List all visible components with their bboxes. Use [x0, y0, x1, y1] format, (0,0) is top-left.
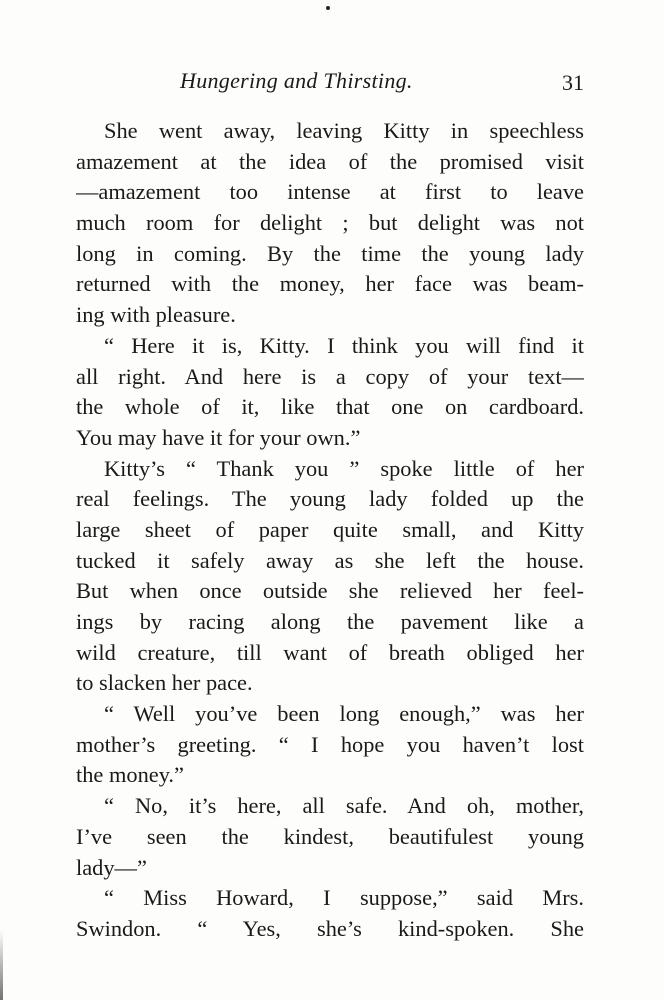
text-line: But when once outside she relieved her feel- — [76, 578, 584, 604]
text-line: “ Miss Howard, I suppose,” said Mrs. — [104, 885, 584, 911]
text-line: “ No, it’s here, all safe. And oh, mother, — [104, 793, 584, 819]
text-line: Swindon. “ Yes, she’s kind-spoken. She — [76, 915, 584, 941]
page-edge-shadow — [0, 930, 3, 1000]
page-header — [76, 68, 584, 102]
text-line: tucked it safely away as she left the house. — [76, 547, 584, 573]
text-line: long in coming. By the time the young lady — [76, 240, 584, 266]
text-line: —amazement too intense at first to leave — [76, 179, 584, 205]
text-line: She went away, leaving Kitty in speechless — [104, 118, 584, 143]
text-line: the money.” — [76, 762, 184, 788]
text-line: lady—” — [76, 854, 147, 880]
text-line: ings by racing along the pavement like a — [76, 609, 584, 634]
page-number: 31 — [562, 70, 584, 95]
text-line: “ Here it is, Kitty. I think you will find it — [104, 332, 584, 358]
text-line: I’ve seen the kindest, beautifulest young — [76, 823, 584, 849]
text-line: returned with the money, her face was beam- — [76, 271, 584, 297]
text-line: Kitty’s “ Thank you ” spoke little of her — [104, 455, 584, 481]
text-line: wild creature, till want of breath obliged her — [76, 639, 584, 665]
ink-speck — [326, 6, 330, 10]
text-line: You may have it for your own.” — [76, 424, 361, 450]
text-line: “ Well you’ve been long enough,” was her — [104, 701, 584, 727]
running-title: Hungering and Thirsting. — [180, 68, 413, 93]
body-text — [76, 116, 584, 945]
text-line: mother’s greeting. “ I hope you haven’t lost — [76, 731, 584, 757]
text-line: ing with pleasure. — [76, 302, 236, 328]
text-line: real feelings. The young lady folded up the — [76, 486, 584, 512]
text-line: all right. And here is a copy of your text— — [76, 363, 584, 389]
text-line: amazement at the idea of the promised visit — [76, 148, 584, 174]
text-line: large sheet of paper quite small, and Kitty — [76, 516, 584, 542]
text-line: much room for delight ; but delight was not — [76, 210, 584, 236]
text-line: the whole of it, like that one on cardboard. — [76, 394, 584, 420]
text-line: to slacken her pace. — [76, 670, 253, 696]
